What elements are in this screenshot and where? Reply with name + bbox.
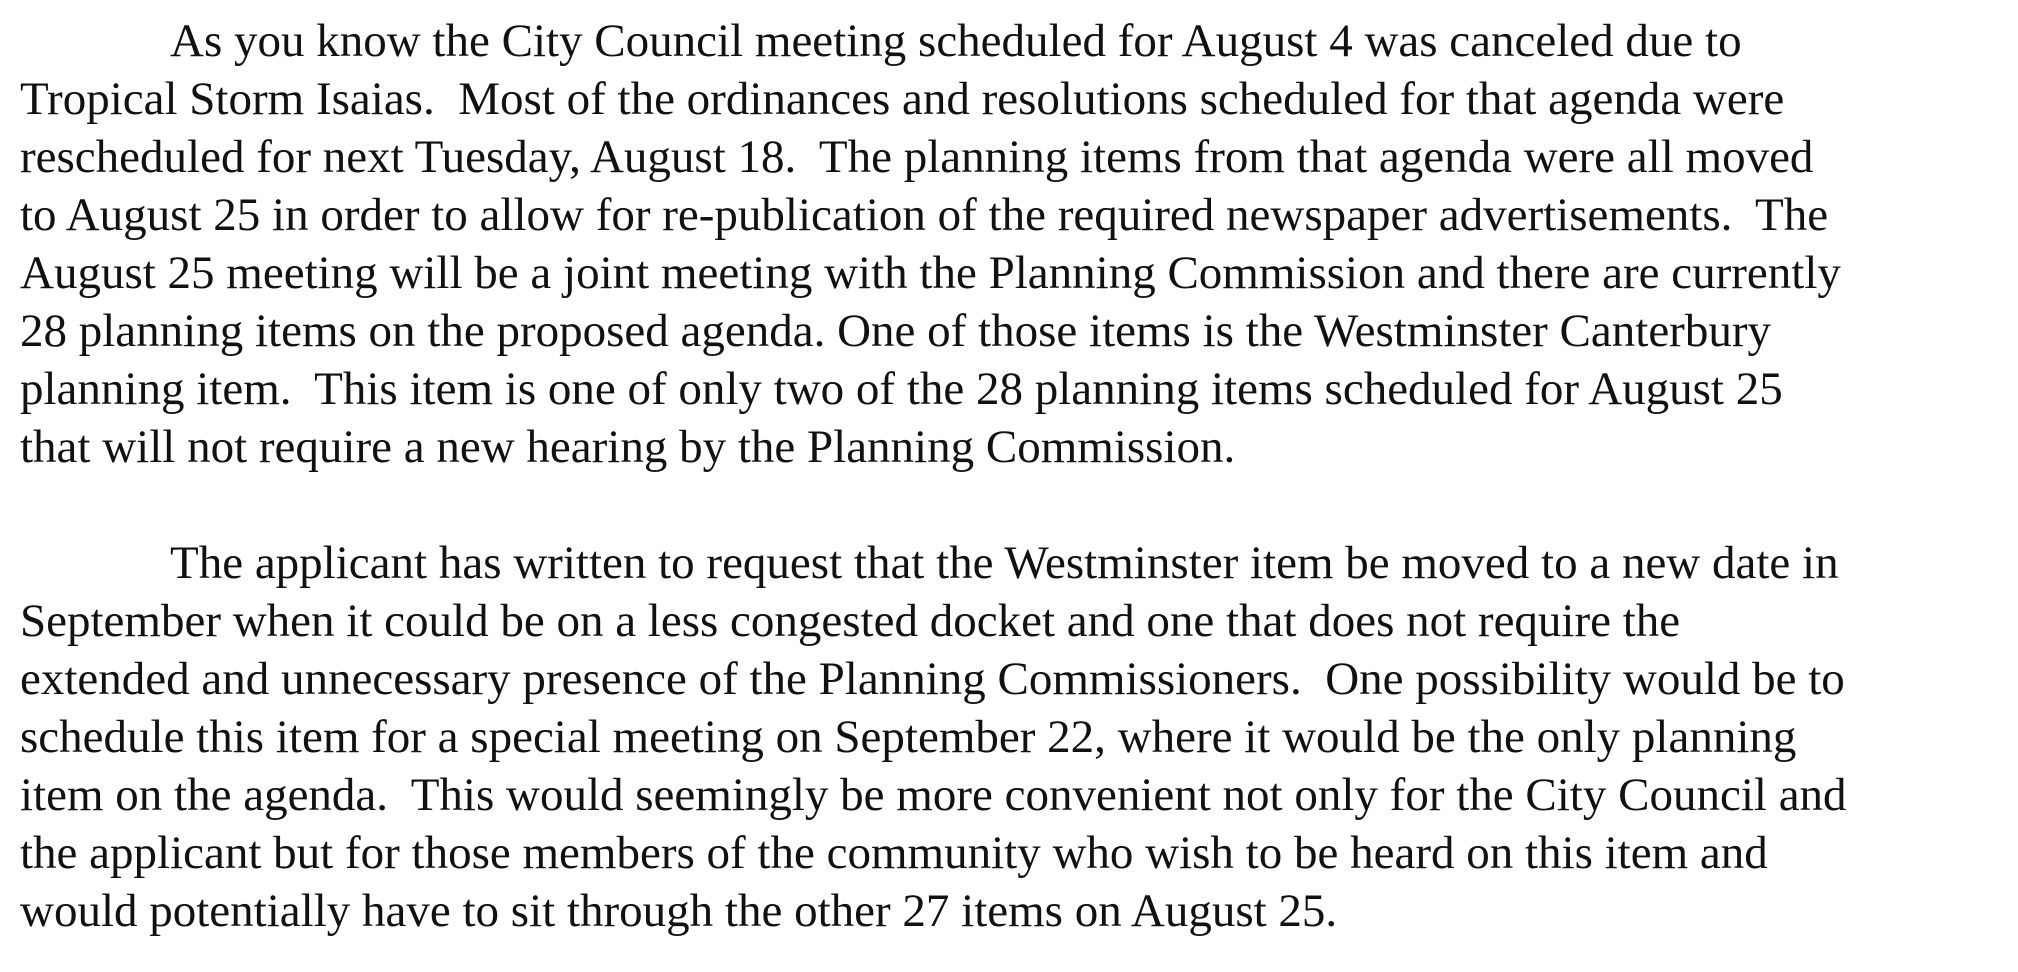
text-line: the applicant but for those members of the community who wish to be heard on this item and: [20, 827, 1768, 879]
text-line: would potentially have to sit through the other 27 items on August 25.: [20, 885, 1338, 937]
text-line: 28 planning items on the proposed agenda. One of those items is the Westminster Canterbury: [20, 305, 1771, 357]
text-line: planning item. This item is one of only two of the 28 planning items scheduled for August 25: [20, 363, 1783, 415]
text-line: schedule this item for a special meeting on September 22, where it would be the only planning: [20, 711, 1797, 763]
text-line: August 25 meeting will be a joint meeting with the Planning Commission and there are currently: [20, 247, 1841, 299]
text-line: September when it could be on a less congested docket and one that does not require the: [20, 595, 1681, 647]
text-line: item on the agenda. This would seemingly be more convenient not only for the City Council and: [20, 769, 1847, 821]
paragraph-1: [20, 12, 2010, 476]
text-line: extended and unnecessary presence of the Planning Commissioners. One possibility would be to: [20, 653, 1845, 705]
text-line: rescheduled for next Tuesday, August 18. The planning items from that agenda were all moved: [20, 131, 1814, 183]
text-line: that will not require a new hearing by the Planning Commission.: [20, 421, 1236, 473]
text-line: The applicant has written to request that the Westminster item be moved to a new date in: [170, 537, 1839, 589]
text-line: As you know the City Council meeting scheduled for August 4 was canceled due to: [170, 15, 1742, 67]
text-line: to August 25 in order to allow for re-publication of the required newspaper advertisements. The: [20, 189, 1829, 241]
paragraph-2: [20, 534, 2010, 940]
letter-body: [20, 12, 2010, 940]
text-line: Tropical Storm Isaias. Most of the ordinances and resolutions scheduled for that agenda were: [20, 73, 1785, 125]
